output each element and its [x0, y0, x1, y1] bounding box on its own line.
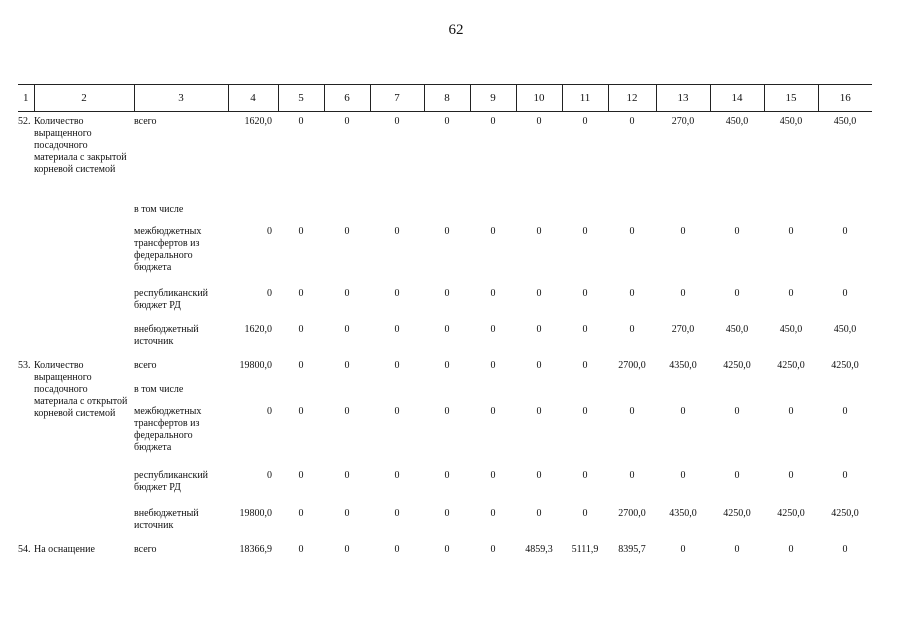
value-cell: 0 [344, 405, 350, 417]
table-row [18, 112, 872, 200]
value-cell: 0 [536, 405, 542, 417]
value-cell: 270,0 [671, 116, 695, 127]
value-cell: 0 [298, 225, 304, 237]
table-row [18, 222, 872, 284]
value-cell: 450,0 [725, 116, 749, 127]
value-cell [656, 200, 710, 222]
value-cell [818, 380, 872, 402]
indicator-name: Количество выращенного посадочного материала с открытой корневой системой [34, 359, 128, 419]
value-cell: 0 [490, 543, 496, 555]
value-cell: 0 [582, 116, 588, 127]
value-cell: 0 [536, 116, 542, 127]
value-cell: 0 [298, 543, 304, 555]
value-cell: 0 [842, 287, 848, 299]
value-cell [324, 380, 370, 402]
value-cell: 0 [267, 469, 272, 481]
value-cell: 0 [582, 225, 588, 237]
value-cell: 0 [842, 405, 848, 417]
value-cell: 0 [444, 405, 450, 417]
value-cell: 0 [629, 287, 635, 299]
value-cell: 0 [629, 323, 635, 335]
header-cell: 10 [516, 85, 562, 112]
value-cell [278, 200, 324, 222]
value-cell [424, 200, 470, 222]
value-cell: 0 [344, 287, 350, 299]
value-cell: 4350,0 [669, 507, 697, 519]
value-cell: 0 [842, 543, 848, 555]
header-cell: 8 [424, 85, 470, 112]
value-cell: 19800,0 [239, 507, 272, 519]
value-cell: 0 [490, 323, 496, 335]
value-cell: 4250,0 [831, 359, 859, 371]
value-cell: 0 [680, 469, 686, 481]
value-cell: 8395,7 [618, 543, 646, 555]
value-cell [764, 200, 818, 222]
value-cell: 0 [444, 359, 450, 371]
value-cell: 0 [788, 405, 794, 417]
value-cell: 4250,0 [831, 507, 859, 519]
table-row [18, 402, 872, 466]
value-cell: 0 [490, 359, 496, 371]
value-cell: 0 [394, 405, 400, 417]
value-cell: 4250,0 [777, 507, 805, 519]
value-cell: 0 [298, 287, 304, 299]
value-cell: 0 [344, 225, 350, 237]
value-cell [228, 380, 278, 402]
value-cell: 0 [536, 507, 542, 519]
indicator-name: На оснащение [34, 543, 95, 555]
value-cell: 450,0 [833, 323, 857, 335]
header-cell: 2 [34, 85, 134, 112]
table-row [18, 284, 872, 320]
header-cell: 5 [278, 85, 324, 112]
value-cell: 450,0 [725, 323, 749, 335]
table-row [18, 356, 872, 380]
value-cell [562, 380, 608, 402]
value-cell: 450,0 [779, 116, 803, 127]
value-cell: 0 [267, 405, 272, 417]
value-cell: 0 [298, 405, 304, 417]
value-cell: 0 [536, 287, 542, 299]
value-cell: 0 [490, 287, 496, 299]
value-cell: 0 [490, 507, 496, 519]
value-cell [562, 200, 608, 222]
value-cell: 450,0 [833, 116, 857, 127]
table-row [18, 380, 872, 402]
value-cell: 0 [444, 225, 450, 237]
value-cell [710, 380, 764, 402]
indicator-name: Количество выращенного посадочного материала с закрытой корневой системой [34, 116, 127, 175]
value-cell: 0 [394, 359, 400, 371]
funding-source: внебюджетный источник [134, 323, 199, 347]
value-cell: 0 [582, 287, 588, 299]
value-cell: 0 [582, 323, 588, 335]
value-cell [764, 380, 818, 402]
value-cell [228, 200, 278, 222]
value-cell: 0 [444, 507, 450, 519]
header-cell: 4 [228, 85, 278, 112]
value-cell [608, 380, 656, 402]
value-cell: 0 [444, 287, 450, 299]
value-cell [818, 200, 872, 222]
value-cell: 0 [680, 405, 686, 417]
value-cell [516, 200, 562, 222]
value-cell: 0 [394, 287, 400, 299]
value-cell: 0 [788, 543, 794, 555]
value-cell: 450,0 [779, 323, 803, 335]
value-cell: 18366,9 [239, 543, 272, 555]
value-cell: 0 [582, 359, 588, 371]
value-cell: 0 [680, 225, 686, 237]
value-cell: 0 [842, 469, 848, 481]
header-cell: 9 [470, 85, 516, 112]
funding-source: республиканский бюджет РД [134, 287, 209, 311]
value-cell: 0 [629, 116, 635, 127]
value-cell: 0 [788, 469, 794, 481]
header-cell: 14 [710, 85, 764, 112]
value-cell: 4859,3 [525, 543, 553, 555]
value-cell: 0 [788, 225, 794, 237]
value-cell: 4250,0 [777, 359, 805, 371]
value-cell [424, 380, 470, 402]
value-cell [324, 200, 370, 222]
value-cell: 0 [582, 405, 588, 417]
funding-source: внебюджетный источник [134, 507, 199, 531]
value-cell: 0 [490, 469, 496, 481]
funding-source: республиканский бюджет РД [134, 469, 209, 493]
funding-source: всего [134, 543, 157, 555]
value-cell: 0 [267, 287, 272, 299]
value-cell: 0 [444, 543, 450, 555]
header-cell: 6 [324, 85, 370, 112]
funding-source: всего [134, 116, 157, 127]
header-cell: 11 [562, 85, 608, 112]
value-cell: 0 [490, 405, 496, 417]
funding-source: межбюджетных трансфертов из федерального бюджета [134, 405, 202, 453]
value-cell: 0 [344, 507, 350, 519]
row-number: 52. [18, 116, 31, 127]
value-cell: 2700,0 [618, 359, 646, 371]
header-cell: 13 [656, 85, 710, 112]
row-number: 53. [18, 359, 31, 371]
value-cell: 0 [394, 225, 400, 237]
value-cell: 0 [842, 225, 848, 237]
table-row [18, 540, 872, 570]
value-cell: 0 [490, 225, 496, 237]
value-cell: 0 [394, 469, 400, 481]
value-cell: 0 [536, 469, 542, 481]
value-cell: 0 [394, 323, 400, 335]
table-row [18, 504, 872, 540]
value-cell [470, 200, 516, 222]
header-cell: 12 [608, 85, 656, 112]
value-cell: 0 [629, 405, 635, 417]
value-cell: 0 [394, 116, 400, 127]
value-cell: 0 [344, 116, 350, 127]
value-cell: 0 [298, 469, 304, 481]
funding-source: всего [134, 359, 157, 371]
value-cell: 0 [344, 543, 350, 555]
table-row [18, 466, 872, 504]
value-cell: 0 [444, 469, 450, 481]
value-cell [278, 380, 324, 402]
header-cell: 15 [764, 85, 818, 112]
value-cell: 0 [298, 323, 304, 335]
value-cell: 0 [490, 116, 496, 127]
header-cell: 7 [370, 85, 424, 112]
value-cell: 0 [734, 543, 740, 555]
value-cell: 0 [734, 287, 740, 299]
value-cell: 0 [298, 116, 304, 127]
table-row [18, 320, 872, 356]
funding-source: межбюджетных трансфертов из федерального бюджета [134, 225, 202, 273]
value-cell: 0 [680, 287, 686, 299]
budget-table [18, 84, 872, 570]
value-cell: 1620,0 [244, 323, 272, 335]
value-cell: 4250,0 [723, 507, 751, 519]
value-cell [656, 380, 710, 402]
value-cell: 0 [344, 323, 350, 335]
value-cell: 0 [734, 225, 740, 237]
value-cell: 0 [629, 469, 635, 481]
value-cell: 19800,0 [239, 359, 272, 371]
value-cell: 0 [394, 507, 400, 519]
value-cell: 0 [788, 287, 794, 299]
value-cell: 1620,0 [244, 116, 272, 127]
value-cell [516, 380, 562, 402]
value-cell: 0 [734, 405, 740, 417]
header-cell: 1 [18, 85, 34, 112]
value-cell: 0 [298, 359, 304, 371]
row-number: 54. [18, 543, 31, 555]
funding-source: в том числе [134, 203, 184, 215]
header-row [18, 85, 872, 112]
value-cell [608, 200, 656, 222]
funding-source: в том числе [134, 383, 184, 395]
value-cell: 2700,0 [618, 507, 646, 519]
value-cell: 0 [734, 469, 740, 481]
header-cell: 16 [818, 85, 872, 112]
value-cell: 0 [444, 116, 450, 127]
value-cell [710, 200, 764, 222]
value-cell [370, 200, 424, 222]
value-cell: 0 [536, 225, 542, 237]
table-row [18, 200, 872, 222]
value-cell: 0 [680, 543, 686, 555]
value-cell: 0 [629, 225, 635, 237]
value-cell: 0 [536, 323, 542, 335]
value-cell: 0 [582, 469, 588, 481]
value-cell [370, 380, 424, 402]
value-cell: 0 [298, 507, 304, 519]
value-cell: 4250,0 [723, 359, 751, 371]
value-cell: 0 [344, 469, 350, 481]
page-number: 62 [448, 22, 464, 38]
value-cell: 0 [267, 225, 272, 237]
value-cell: 4350,0 [669, 359, 697, 371]
value-cell: 0 [344, 359, 350, 371]
value-cell: 0 [444, 323, 450, 335]
value-cell: 270,0 [671, 323, 695, 335]
value-cell: 0 [394, 543, 400, 555]
value-cell: 5111,9 [571, 543, 599, 555]
value-cell: 0 [582, 507, 588, 519]
value-cell: 0 [536, 359, 542, 371]
header-cell: 3 [134, 85, 228, 112]
value-cell [470, 380, 516, 402]
